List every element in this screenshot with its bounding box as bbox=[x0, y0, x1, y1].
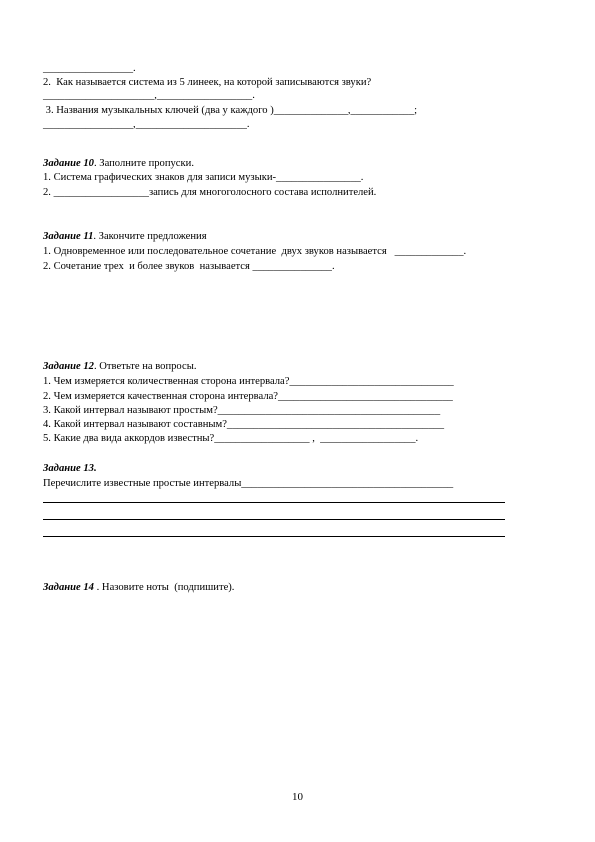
task-12-question-4: 4. Какой интервал называют составным?_________________________________________ bbox=[43, 419, 445, 430]
task-10-title: Задание 10 bbox=[43, 158, 94, 169]
task-13-title: Задание 13. bbox=[43, 463, 97, 474]
task-12-question-1: 1. Чем измеряется количественная сторона интервала?_______________________________ bbox=[43, 376, 454, 387]
task-10-instruction: . Заполните пропуски. bbox=[93, 158, 194, 169]
task-12-instruction: . Ответьте на вопросы. bbox=[93, 361, 197, 372]
task-11-question-2: 2. Сочетание трех и более звуков называется _______________. bbox=[43, 261, 335, 272]
task-14-heading bbox=[43, 581, 234, 594]
task-11-instruction: . Закончите предложения bbox=[93, 231, 207, 242]
task-12-question-5: 5. Какие два вида аккордов известны?__________________ , __________________. bbox=[43, 433, 419, 444]
answer-blanks-2: _____________________,__________________. bbox=[43, 90, 255, 101]
task-13-question: Перечислите известные простые интервалы________________________________________ bbox=[43, 478, 454, 489]
task-12-heading bbox=[43, 360, 196, 373]
answer-blanks-3: _________________,_____________________. bbox=[43, 119, 250, 130]
task-11-heading bbox=[43, 230, 207, 243]
task-11-question-1: 1. Одновременное или последовательное сочетание двух звуков называется _____________. bbox=[43, 246, 467, 257]
question-2: 2. Как называется система из 5 линеек, на которой записываются звуки? bbox=[43, 77, 372, 88]
task-11-title: Задание 11 bbox=[43, 231, 94, 242]
question-3: 3. Названия музыкальных ключей (два у каждого )______________,____________; bbox=[43, 105, 418, 116]
line-blank-1: _________________. bbox=[43, 63, 136, 74]
task-10-question-1: 1. Система графических знаков для записи музыки-________________. bbox=[43, 172, 364, 183]
task-12-question-2: 2. Чем измеряется качественная сторона интервала?_________________________________ bbox=[43, 391, 453, 402]
task-12-title: Задание 12 bbox=[43, 361, 94, 372]
answer-rule-3 bbox=[43, 536, 505, 537]
answer-rule-2 bbox=[43, 519, 505, 520]
answer-rule-1 bbox=[43, 502, 505, 503]
page-number: 10 bbox=[292, 791, 303, 803]
task-14-instruction: . Назовите ноты (подпишите). bbox=[93, 582, 235, 593]
task-14-title: Задание 14 bbox=[43, 582, 94, 593]
task-12-question-3: 3. Какой интервал называют простым?__________________________________________ bbox=[43, 405, 441, 416]
task-10-question-2: 2. __________________запись для многоголосного состава исполнителей. bbox=[43, 187, 377, 198]
task-10-heading bbox=[43, 157, 194, 170]
